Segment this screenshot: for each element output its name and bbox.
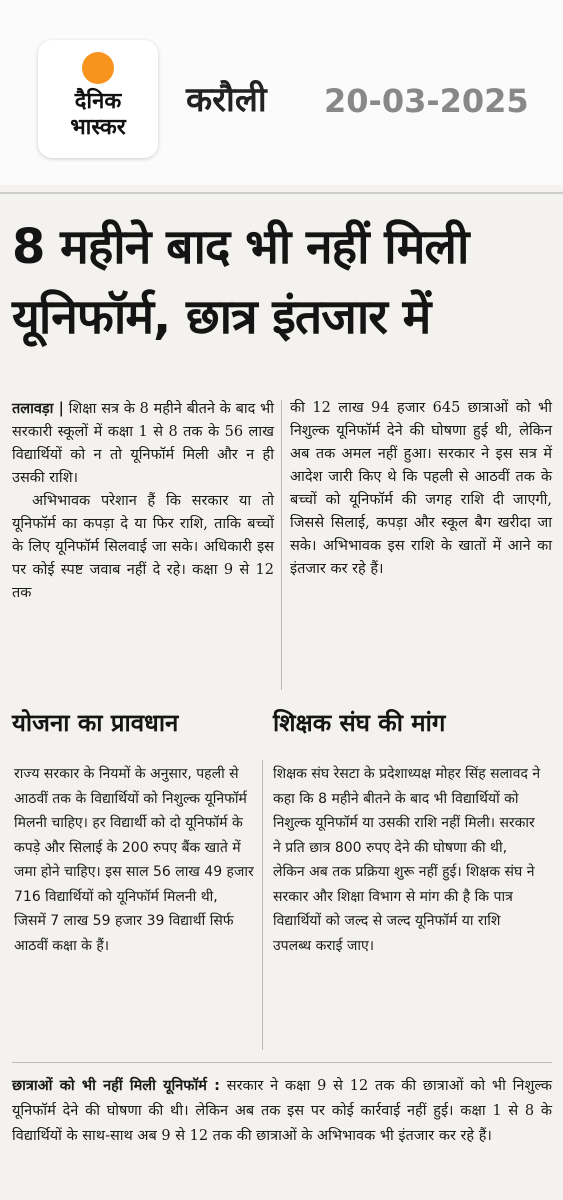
box-left-body: [14, 762, 254, 958]
footer-rule: [12, 1062, 552, 1063]
logo-text-bhaskar: भास्कर: [70, 115, 126, 140]
article-para-3: की 12 लाख 94 हजार 645 छात्राओं को भी निशुल्क यूनिफॉर्म देने की घोषणा हुई थी, लेकिन अब तक अमल नहीं हुआ। सरकार ने इस सत्र में आदेश जारी किए थे कि पहली से आठवीं तक के बच्चों को यूनिफॉर्म की जगह राशि दी जाएगी, जिससे सिलाई, कपड़ा और स्कूल बैग खरीदा जा सके। अभिभावक इस राशि के खातों में आने का इंतजार कर रहे हैं।: [290, 400, 552, 577]
article-column-2: [290, 397, 552, 581]
footer-text: सरकार ने कक्षा 9 से 12 तक की छात्राओं को भी निशुल्क यूनिफॉर्म देने की घोषणा की थी। लेकिन अब तक इस पर कोई कार्रवाई नहीं हुई। कक्षा 1 से 8 के विद्यार्थियों के साथ-साथ अब 9 से 12 तक की छात्राओं के अभिभावक भी इंतजार कर रहे हैं।: [12, 1078, 552, 1144]
article-para-2: अभिभावक परेशान हैं कि सरकार या तो यूनिफॉर्म का कपड़ा दे या फिर राशि, ताकि बच्चों के लिए यूनिफॉर्म सिलवाई जा सके। अधिकारी इस पर कोई स्पष्ट जवाब नहीं दे रहे। कक्षा 9 से 12 तक: [12, 493, 274, 601]
dainik-bhaskar-logo: [38, 40, 158, 158]
box-right-body: [273, 762, 541, 958]
box-left-title: योजना का प्रावधान: [12, 709, 179, 737]
box-right-text: शिक्षक संघ रेसटा के प्रदेशाध्यक्ष मोहर सिंह सलावद ने कहा कि 8 महीने बीतने के बाद भी विद्यार्थियों को निशुल्क यूनिफॉर्म या उसकी राशि नहीं मिली। सरकार ने प्रति छात्र 800 रुपए देने की घोषणा की थी, लेकिन अब तक प्रक्रिया शुरू नहीं हुई। शिक्षक संघ ने सरकार और शिक्षा विभाग से मांग की है कि पात्र विद्यार्थियों को जल्द से जल्द यूनिफॉर्म या राशि उपलब्ध कराई जाए।: [273, 766, 541, 954]
article-footer: [12, 1074, 552, 1149]
top-rule: [0, 192, 563, 194]
sun-icon: [82, 52, 114, 84]
box-right-title: शिक्षक संघ की मांग: [273, 709, 446, 737]
article-para-1: शिक्षा सत्र के 8 महीने बीतने के बाद भी सरकारी स्कूलों में कक्षा 1 से 8 तक के 56 लाख विद्यार्थियों को न तो यूनिफॉर्म मिली और न ही उसकी राशि।: [12, 401, 275, 486]
box-divider: [262, 760, 263, 1050]
footer-lead: छात्राओं को भी नहीं मिली यूनिफॉर्म :: [12, 1078, 220, 1094]
edition-city: करौली: [186, 80, 267, 120]
column-divider: [281, 400, 282, 690]
box-left-text: राज्य सरकार के नियमों के अनुसार, पहली से आठवीं तक के विद्यार्थियों को निशुल्क यूनिफॉर्म मिलनी चाहिए। हर विद्यार्थी को दो यूनिफॉर्म के कपड़े और सिलाई के 200 रुपए बैंक खाते में जमा होने चाहिए। इस साल 56 लाख 49 हजार 716 विद्यार्थियों को यूनिफॉर्म मिलनी थी, जिसमें 7 लाख 59 हजार 39 विद्यार्थी सिर्फ आठवीं कक्षा के हैं।: [14, 766, 254, 954]
edition-date: 20-03-2025: [324, 82, 529, 120]
article-column-1: [12, 397, 274, 605]
article-headline: 8 महीने बाद भी नहीं मिली यूनिफॉर्म, छात्र इंतजार में: [12, 219, 469, 345]
dateline: तलावड़ा |: [12, 400, 64, 417]
logo-text-dainik: दैनिक: [74, 89, 122, 114]
